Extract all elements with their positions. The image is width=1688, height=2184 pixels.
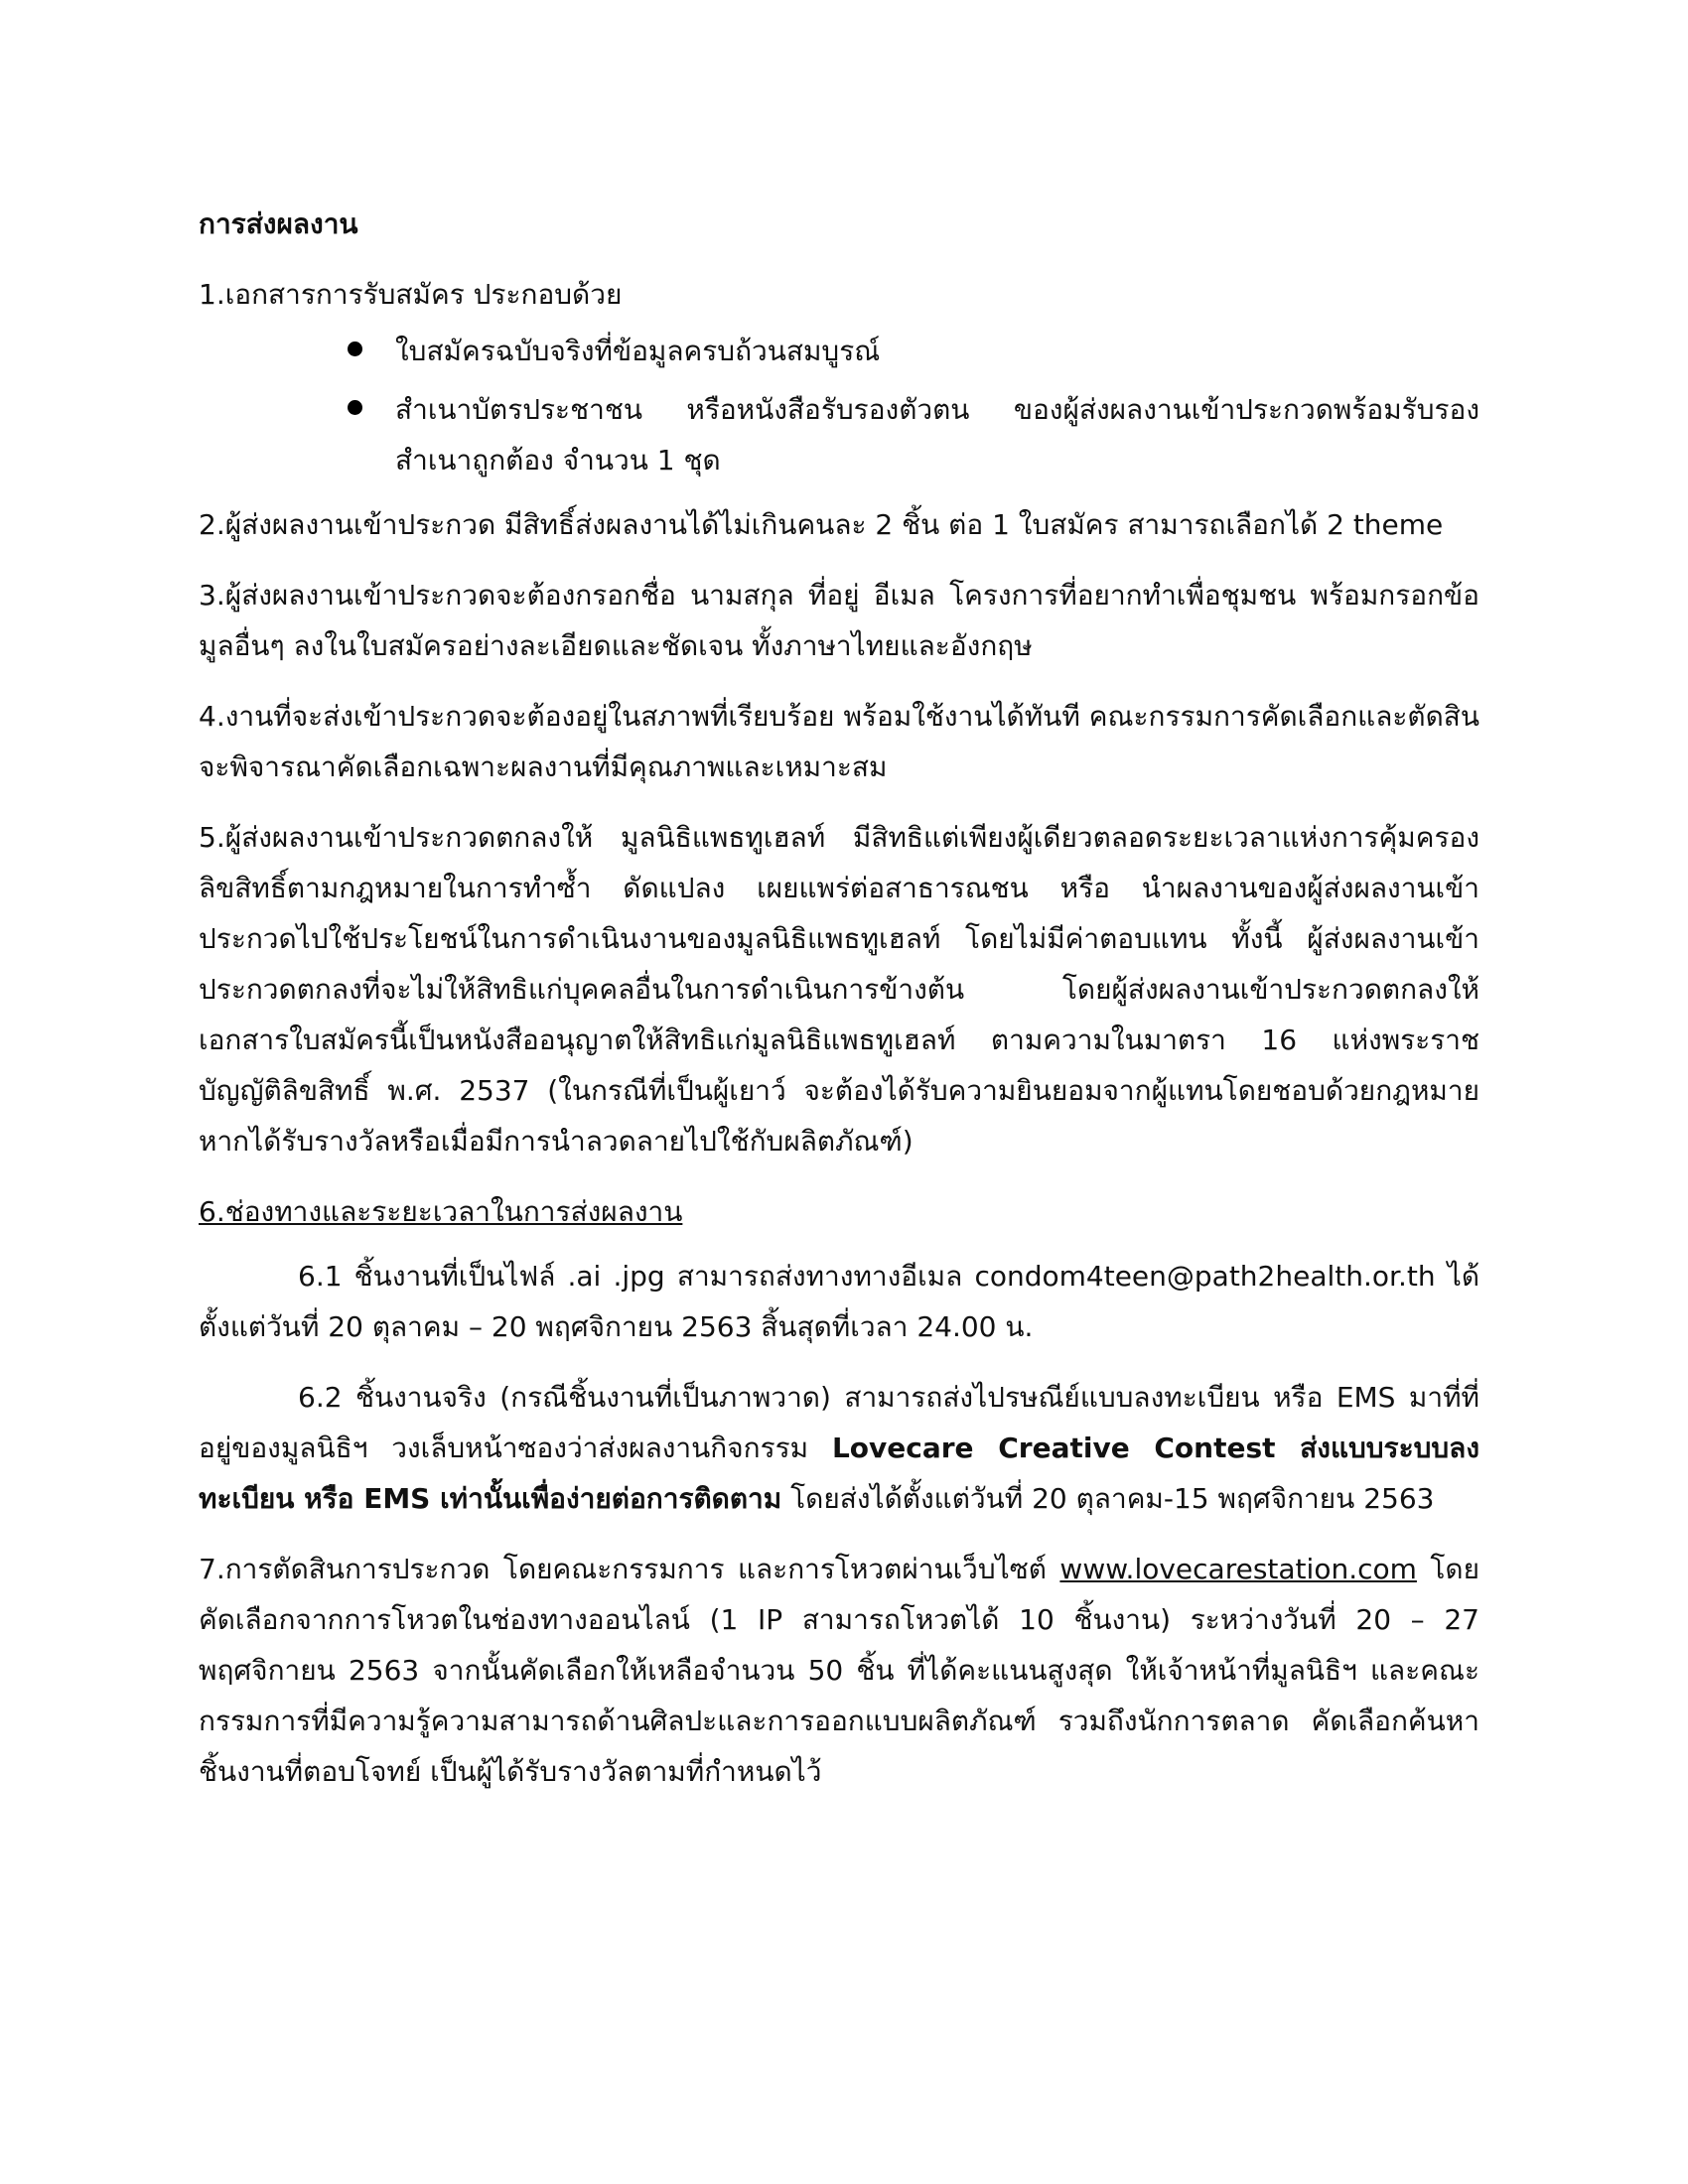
item-4-text: 4.งานที่จะส่งเข้าประกวดจะต้องอยู่ในสภาพที่เรียบร้อย พร้อมใช้งานได้ทันที คณะกรรมการคัดเลือกและตัดสินจะพิจารณาคัดเลือกเฉพาะผลงานที่มีคุณภาพและเหมาะสม — [199, 700, 1479, 783]
bullet-item — [348, 326, 1479, 376]
item-2-text: 2.ผู้ส่งผลงานเข้าประกวด มีสิทธิ์ส่งผลงานได้ไม่เกินคนละ 2 ชิ้น ต่อ 1 ใบสมัคร สามารถเลือกได้ 2 theme — [199, 508, 1444, 541]
item-6-heading: 6.ช่องทางและระยะเวลาในการส่งผลงาน — [199, 1195, 683, 1228]
item-1-bullet-list — [199, 326, 1479, 485]
bullet-item — [348, 384, 1479, 485]
item-6-2-bold: Lovecare Creative Contest ส่งแบบระบบลงทะเบียน หรือ EMS เท่านั้นเพื่อง่ายต่อการติดตาม — [199, 1432, 1479, 1515]
item-7-part1: 7.การตัดสินการประกวด โดยคณะกรรมการ และการโหวตผ่านเว็บไซต์ — [199, 1553, 1060, 1585]
item-6-2-part1: 6.2 ชิ้นงานจริง (กรณีชิ้นงานที่เป็นภาพวาด) สามารถส่งไปรษณีย์แบบลงทะเบียน หรือ EMS มาที่ที่อยู่ของมูลนิธิฯ วงเล็บหน้าซองว่าส่งผลงานกิจกรรม — [199, 1381, 1479, 1464]
bullet-icon — [348, 341, 362, 356]
bullet-text: สำเนาบัตรประชาชน หรือหนังสือรับรองตัวตน ของผู้ส่งผลงานเข้าประกวดพร้อมรับรองสำเนาถูกต้อง จำนวน 1 ชุด — [395, 393, 1479, 477]
item-6-1-text: 6.1 ชิ้นงานที่เป็นไฟล์ .ai .jpg สามารถส่งทางทางอีเมล condom4teen@path2health.or.th ได้ตั้งแต่วันที่ 20 ตุลาคม – 20 พฤศจิกายน 2563 สิ้นสุดที่เวลา 24.00 น. — [199, 1260, 1479, 1343]
bullet-text: ใบสมัครฉบับจริงที่ข้อมูลครบถ้วนสมบูรณ์ — [395, 335, 881, 367]
item-6-2-part2: โดยส่งได้ตั้งแต่วันที่ 20 ตุลาคม-15 พฤศจิกายน 2563 — [781, 1482, 1435, 1515]
bullet-icon — [348, 400, 362, 415]
item-7-part2: โดยคัดเลือกจากการโหวตในช่องทางออนไลน์ (1 IP สามารถโหวตได้ 10 ชิ้นงาน) ระหว่างวันที่ 20 – 27 พฤศจิกายน 2563 จากนั้นคัดเลือกให้เหลือจำนวน 50 ชิ้น ที่ได้คะแนนสูงสุด ให้เจ้าหน้าที่มูลนิธิฯ และคณะกรรมการที่มีความรู้ความสามารถด้านศิลปะและการออกแบบผลิตภัณฑ์ รวมถึงนักการตลาด คัดเลือกค้นหา ชิ้นงานที่ตอบโจทย์ เป็นผู้ได้รับรางวัลตามที่กำหนดไว้ — [199, 1553, 1480, 1788]
item-3-text: 3.ผู้ส่งผลงานเข้าประกวดจะต้องกรอกชื่อ นามสกุล ที่อยู่ อีเมล โครงการที่อยากทำเพื่อชุมชน พร้อมกรอกข้อมูลอื่นๆ ลงในใบสมัครอย่างละเอียดและชัดเจน ทั้งภาษาไทยและอังกฤษ — [199, 579, 1479, 662]
item-1-text: 1.เอกสารการรับสมัคร ประกอบด้วย — [199, 278, 623, 311]
item-6-2-text — [199, 1372, 1479, 1524]
item-7-text — [199, 1544, 1479, 1797]
document-page — [199, 199, 1479, 2085]
item-5-text: 5.ผู้ส่งผลงานเข้าประกวดตกลงให้ มูลนิธิแพธทูเฮลท์ มีสิทธิแต่เพียงผู้เดียวตลอดระยะเวลาแห่งการคุ้มครองลิขสิทธิ์ตามกฎหมายในการทำซ้ำ ดัดแปลง เผยแพร่ต่อสาธารณชน หรือ นำผลงานของผู้ส่งผลงานเข้าประกวดไปใช้ประโยชน์ในการดำเนินงานของมูลนิธิแพธทูเฮลท์ โดยไม่มีค่าตอบแทน ทั้งนี้ ผู้ส่งผลงานเข้าประกวดตกลงที่จะไม่ให้สิทธิแก่บุคคลอื่นในการดำเนินการข้างต้น โดยผู้ส่งผลงานเข้าประกวดตกลงให้เอกสารใบสมัครนี้เป็นหนังสืออนุญาตให้สิทธิแก่มูลนิธิแพธทูเฮลท์ ตามความในมาตรา 16 แห่งพระราชบัญญัติลิขสิทธิ์ พ.ศ. 2537 (ในกรณีที่เป็นผู้เยาว์ จะต้องได้รับความยินยอมจากผู้แทนโดยชอบด้วยกฎหมายหากได้รับรางวัลหรือเมื่อมีการนำลวดลายไปใช้กับผลิตภัณฑ์) — [199, 821, 1479, 1158]
website-link[interactable]: www.lovecarestation.com — [1059, 1553, 1417, 1585]
section-title: การส่งผลงาน — [199, 207, 358, 240]
